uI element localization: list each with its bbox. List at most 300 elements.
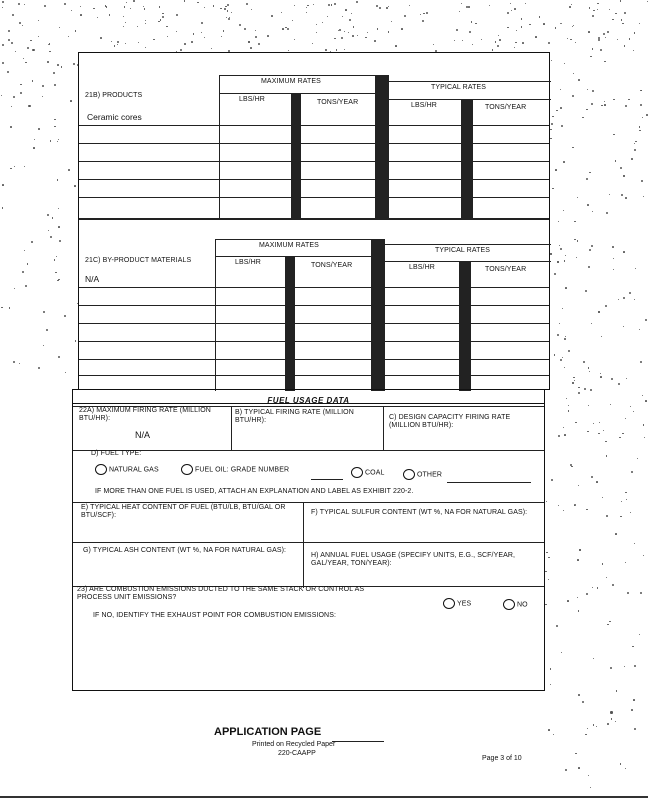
scan-speck <box>306 12 307 13</box>
scan-speck <box>334 38 336 40</box>
form-code: 220-CAAPP <box>278 750 316 757</box>
scan-speck <box>551 60 552 61</box>
scan-speck <box>312 43 313 44</box>
scan-speck <box>565 255 566 256</box>
scan-speck <box>551 123 553 125</box>
scan-speck <box>641 180 643 182</box>
scan-speck <box>598 39 600 41</box>
scan-speck <box>106 6 108 8</box>
q23-yes-checkbox[interactable] <box>443 598 455 609</box>
scan-speck <box>611 718 613 720</box>
scan-speck <box>306 7 307 8</box>
scan-speck <box>605 37 607 39</box>
byproducts-label-column-line <box>215 239 216 391</box>
scan-speck <box>9 307 11 309</box>
scan-speck <box>550 129 552 131</box>
scan-speck <box>605 305 607 307</box>
scan-speck <box>613 99 614 100</box>
scan-speck <box>589 371 591 373</box>
scan-speck <box>38 36 39 37</box>
scan-speck <box>322 22 323 23</box>
scan-speck <box>2 62 4 64</box>
scan-speck <box>591 103 593 105</box>
natural-gas-checkbox[interactable] <box>95 464 107 475</box>
fuel-usage-form <box>72 389 545 691</box>
scan-speck <box>133 0 135 2</box>
scan-speck <box>251 9 252 10</box>
scan-speck <box>53 72 55 74</box>
scan-speck <box>619 437 620 438</box>
scan-speck <box>211 48 213 50</box>
scan-speck <box>34 139 35 140</box>
scan-speck <box>615 533 617 535</box>
scan-speck <box>630 406 631 407</box>
scan-speck <box>221 36 222 37</box>
exhaust-point-label: IF NO, IDENTIFY THE EXHAUST POINT FOR COMBUSTION EMISSIONS: <box>93 612 337 619</box>
scan-speck <box>258 43 260 45</box>
scan-speck <box>610 404 611 405</box>
scan-speck <box>342 16 343 17</box>
ash-content-label: G) TYPICAL ASH CONTENT (WT %, NA FOR NATURAL GAS): <box>83 547 287 554</box>
scan-speck <box>606 212 608 214</box>
scan-speck <box>515 42 517 44</box>
scan-speck <box>545 571 546 572</box>
scan-speck <box>565 287 567 289</box>
scan-speck <box>607 723 609 725</box>
scan-speck <box>621 194 623 196</box>
products-row-line <box>79 161 549 162</box>
natural-gas-option[interactable] <box>95 464 159 475</box>
scan-speck <box>499 39 501 41</box>
scan-speck <box>50 140 51 141</box>
scan-speck <box>20 84 22 86</box>
scan-speck <box>584 388 586 390</box>
fuel-oil-checkbox[interactable] <box>181 464 193 475</box>
scan-speck <box>33 147 35 149</box>
annual-fuel-usage-label: H) ANNUAL FUEL USAGE (SPECIFY UNITS, E.G., SCF/YEAR, GAL/YEAR, TON/YEAR): <box>311 552 516 567</box>
scan-speck <box>54 84 56 86</box>
scan-speck <box>525 3 526 4</box>
scan-speck <box>635 141 636 142</box>
scan-speck <box>548 729 550 731</box>
q23-yes-option[interactable] <box>443 598 471 609</box>
scan-speck <box>281 12 282 13</box>
byproducts-label: 21C) BY-PRODUCT MATERIALS <box>85 257 192 264</box>
scan-speck <box>550 684 551 685</box>
byproducts-row-line <box>79 287 549 288</box>
scan-speck <box>459 11 460 12</box>
bc-divider <box>383 406 384 450</box>
scan-speck <box>557 261 558 262</box>
scan-speck <box>550 138 552 140</box>
scan-speck <box>201 22 203 24</box>
scan-speck <box>591 323 592 324</box>
scan-speck <box>568 405 569 406</box>
scan-speck <box>461 3 462 4</box>
scan-speck <box>160 19 161 20</box>
scan-speck <box>558 221 559 222</box>
scan-speck <box>592 48 594 50</box>
scan-speck <box>184 43 186 45</box>
recycled-paper-note: Printed on Recycled Paper <box>252 741 336 748</box>
scan-speck <box>589 172 591 174</box>
scan-speck <box>489 5 490 6</box>
scan-speck <box>646 114 648 116</box>
scan-speck <box>606 515 608 517</box>
scan-speck <box>602 497 603 498</box>
scan-speck <box>54 259 56 261</box>
scan-speck <box>612 584 614 586</box>
scan-speck <box>578 387 579 388</box>
scan-speck <box>618 299 619 300</box>
scan-speck <box>578 392 580 394</box>
products-typ-lbs-hr: LBS/HR <box>411 102 437 109</box>
scan-speck <box>593 658 594 659</box>
scan-speck <box>592 90 594 92</box>
typical-firing-rate-label: B) TYPICAL FIRING RATE (MILLION BTU/HR): <box>235 409 354 424</box>
scan-speck <box>577 559 579 561</box>
scan-speck <box>601 336 602 337</box>
scan-speck <box>353 26 355 28</box>
products-row-line <box>79 143 549 144</box>
scan-speck <box>288 50 289 51</box>
scan-speck <box>24 4 25 5</box>
scan-speck <box>610 711 612 713</box>
fuel-type-label: D) FUEL TYPE: <box>91 450 142 457</box>
scan-speck <box>25 62 27 64</box>
scan-speck <box>401 28 403 30</box>
scan-speck <box>616 690 617 691</box>
scan-speck <box>220 8 222 10</box>
byproducts-max-rates-header: MAXIMUM RATES <box>259 242 319 249</box>
scan-speck <box>625 197 627 199</box>
scan-speck <box>577 197 578 198</box>
scan-speck <box>49 51 51 53</box>
scan-speck <box>578 694 580 696</box>
scan-speck <box>325 49 327 51</box>
scan-speck <box>336 49 337 50</box>
scan-speck <box>327 16 328 17</box>
scan-speck <box>620 516 621 517</box>
scan-speck <box>409 5 411 7</box>
scan-speck <box>365 37 367 39</box>
scan-speck <box>583 361 585 363</box>
scan-speck <box>632 646 634 648</box>
scan-speck <box>563 510 564 511</box>
scan-speck <box>563 161 565 163</box>
scan-speck <box>2 207 3 208</box>
scan-speck <box>552 116 554 118</box>
scan-speck <box>633 699 635 701</box>
scan-speck <box>640 592 642 594</box>
scan-speck <box>352 35 354 37</box>
other-line[interactable] <box>447 482 531 483</box>
scan-speck <box>606 455 608 457</box>
scan-speck <box>124 6 126 8</box>
byproducts-row-line <box>79 375 549 376</box>
scan-speck <box>126 2 127 3</box>
scan-speck <box>32 80 33 81</box>
scan-speck <box>420 14 421 15</box>
scan-speck <box>176 31 177 32</box>
scan-speck <box>607 624 609 626</box>
scan-speck <box>634 665 636 667</box>
scan-speck <box>248 41 249 42</box>
scan-speck <box>578 767 580 769</box>
scan-speck <box>328 4 330 6</box>
scan-speck <box>100 37 102 39</box>
scan-speck <box>13 96 15 98</box>
scan-speck <box>57 179 59 181</box>
more-than-one-fuel-note: IF MORE THAN ONE FUEL IS USED, ATTACH AN EXPLANATION AND LABEL AS EXHIBIT 220-2. <box>95 488 414 495</box>
coal-option[interactable] <box>351 467 384 478</box>
products-max-rates-header: MAXIMUM RATES <box>261 78 321 85</box>
fuel-oil-option[interactable] <box>181 464 289 475</box>
bp-typ-header-top-line <box>385 244 551 245</box>
scan-speck <box>454 40 455 41</box>
scan-speck <box>144 8 146 10</box>
scan-speck <box>565 336 566 337</box>
scan-speck <box>223 30 224 31</box>
scan-speck <box>590 787 591 788</box>
scan-speck <box>615 721 616 722</box>
scan-speck <box>117 44 118 45</box>
scan-speck <box>422 20 424 22</box>
other-checkbox[interactable] <box>403 469 415 480</box>
scan-speck <box>80 6 81 7</box>
scan-speck <box>201 32 202 33</box>
scan-speck <box>395 45 397 47</box>
scan-speck <box>579 549 580 550</box>
scan-speck <box>162 16 164 18</box>
scan-speck <box>227 10 228 11</box>
scan-speck <box>166 26 168 28</box>
other-label: OTHER <box>417 471 442 479</box>
scan-speck <box>57 141 58 142</box>
products-typ-tons-year: TONS/YEAR <box>485 104 527 111</box>
scan-speck <box>631 709 633 711</box>
scan-speck <box>114 45 115 46</box>
scan-speck <box>54 126 56 128</box>
coal-checkbox[interactable] <box>351 467 363 478</box>
scan-speck <box>563 210 564 211</box>
scan-speck <box>32 49 34 51</box>
scan-speck <box>560 359 562 361</box>
scan-speck <box>640 104 642 106</box>
scan-speck <box>433 44 434 45</box>
scan-speck <box>145 47 146 48</box>
scan-speck <box>193 33 195 35</box>
byproducts-row-line <box>79 341 549 342</box>
scan-speck <box>571 4 572 5</box>
scan-speck <box>117 41 119 43</box>
scan-speck <box>582 117 584 119</box>
grade-number-line[interactable] <box>311 479 343 480</box>
scan-speck <box>639 329 640 330</box>
scan-speck <box>560 89 561 90</box>
scan-speck <box>18 3 20 5</box>
scan-speck <box>64 3 66 5</box>
scan-speck <box>622 23 623 24</box>
scan-speck <box>642 117 643 118</box>
scan-speck <box>588 266 590 268</box>
scan-speck <box>602 563 603 564</box>
scan-speck <box>12 14 14 16</box>
scan-speck <box>612 19 614 21</box>
scan-speck <box>498 35 499 36</box>
scan-speck <box>514 47 515 48</box>
scan-speck <box>572 95 574 97</box>
scan-speck <box>42 85 44 87</box>
scan-speck <box>80 14 82 16</box>
scan-speck <box>569 6 571 8</box>
scan-speck <box>631 471 633 473</box>
scan-speck <box>137 26 138 27</box>
scan-speck <box>125 22 126 23</box>
scan-speck <box>588 405 589 406</box>
scan-speck <box>575 753 577 755</box>
product-rates-form <box>78 52 550 390</box>
scan-speck <box>628 99 629 100</box>
scan-speck <box>627 592 629 594</box>
scan-speck <box>43 345 44 346</box>
scan-speck <box>591 476 593 478</box>
scan-speck <box>639 23 640 24</box>
scan-speck <box>13 361 15 363</box>
q23-no-option[interactable] <box>503 599 528 610</box>
scan-speck <box>643 196 644 197</box>
scan-speck <box>623 297 625 299</box>
scan-speck <box>351 13 352 14</box>
scan-speck <box>246 3 248 5</box>
scan-speck <box>573 73 574 74</box>
scan-speck <box>516 30 518 32</box>
scan-speck <box>639 130 641 132</box>
scan-speck <box>74 185 76 187</box>
scan-speck <box>578 610 580 612</box>
scan-speck <box>556 110 558 112</box>
products-label: 21B) PRODUCTS <box>85 92 143 99</box>
scan-speck <box>548 579 549 580</box>
scan-speck <box>2 1 4 3</box>
scan-speck <box>589 7 591 9</box>
scan-speck <box>604 101 605 102</box>
scan-speck <box>633 411 634 412</box>
scan-speck <box>643 424 645 426</box>
scan-speck <box>554 273 556 275</box>
scan-speck <box>574 504 576 506</box>
scan-speck <box>550 668 551 669</box>
scan-speck <box>634 149 636 151</box>
scan-speck <box>573 377 575 379</box>
scan-speck <box>357 35 358 36</box>
scan-speck <box>625 562 626 563</box>
scan-speck <box>475 23 477 25</box>
scan-speck <box>621 19 623 21</box>
scan-speck <box>586 509 588 511</box>
scan-speck <box>57 64 59 66</box>
scan-speck <box>271 15 273 17</box>
scan-speck <box>586 109 587 110</box>
scan-speck <box>153 39 154 40</box>
scan-speck <box>204 37 205 38</box>
scan-speck <box>344 31 345 32</box>
scan-speck <box>14 288 15 289</box>
scan-speck <box>629 292 631 294</box>
scan-speck <box>331 4 333 6</box>
scan-speck <box>617 39 618 40</box>
max-firing-rate-value: N/A <box>135 430 151 440</box>
scan-speck <box>30 40 32 42</box>
other-option[interactable] <box>403 469 442 480</box>
scan-speck <box>599 422 600 423</box>
application-page-line <box>332 741 384 742</box>
scan-speck <box>75 30 77 32</box>
scan-speck <box>623 175 624 176</box>
scan-speck <box>10 126 12 128</box>
scan-speck <box>593 423 595 425</box>
scan-speck <box>645 400 647 402</box>
scan-speck <box>47 214 49 216</box>
scan-speck <box>64 315 66 317</box>
scan-speck <box>38 128 40 130</box>
heat-content-label: E) TYPICAL HEAT CONTENT OF FUEL (BTU/LB, BTU/GAL OR BTU/SCF): <box>81 504 286 519</box>
byproducts-typ-divider <box>459 261 471 391</box>
max-header-top-line <box>219 75 375 76</box>
scan-speck <box>521 26 523 28</box>
scan-speck <box>334 3 336 5</box>
scan-speck <box>123 16 124 17</box>
row-ef-bottom-line <box>73 542 544 543</box>
scan-speck <box>639 126 641 128</box>
scan-speck <box>623 326 625 328</box>
scan-speck <box>239 24 241 26</box>
byproducts-row-line <box>79 305 549 306</box>
q23-no-checkbox[interactable] <box>503 599 515 610</box>
scan-speck <box>68 169 70 171</box>
scan-speck <box>630 512 631 513</box>
scan-speck <box>2 184 4 186</box>
bottom-edge-line <box>0 796 648 798</box>
scan-speck <box>294 39 295 40</box>
scan-speck <box>231 12 232 13</box>
scan-speck <box>562 308 564 310</box>
scan-speck <box>626 499 627 500</box>
products-max-tons-year: TONS/YEAR <box>317 99 359 106</box>
q23-label: 23) ARE COMBUSTION EMISSIONS DUCTED TO THE SAME STACK OR CONTROL AS PROCESS UNIT EMISSIONS? <box>77 586 365 601</box>
scan-speck <box>555 27 557 29</box>
scan-speck <box>8 39 10 41</box>
byproducts-row-line <box>79 323 549 324</box>
scan-speck <box>130 8 131 9</box>
section-divider <box>79 218 549 220</box>
scan-speck <box>577 597 578 598</box>
scan-speck <box>578 485 579 486</box>
scan-speck <box>180 49 182 51</box>
scan-speck <box>643 555 644 556</box>
scan-speck <box>582 701 584 703</box>
scan-speck <box>50 236 52 238</box>
scan-speck <box>68 36 69 37</box>
scan-speck <box>511 10 512 11</box>
scan-speck <box>22 271 24 273</box>
scan-speck <box>600 376 602 378</box>
scan-speck <box>621 501 622 502</box>
scan-speck <box>52 217 54 219</box>
scan-speck <box>567 600 569 602</box>
scan-speck <box>456 29 458 31</box>
scan-speck <box>282 28 284 30</box>
